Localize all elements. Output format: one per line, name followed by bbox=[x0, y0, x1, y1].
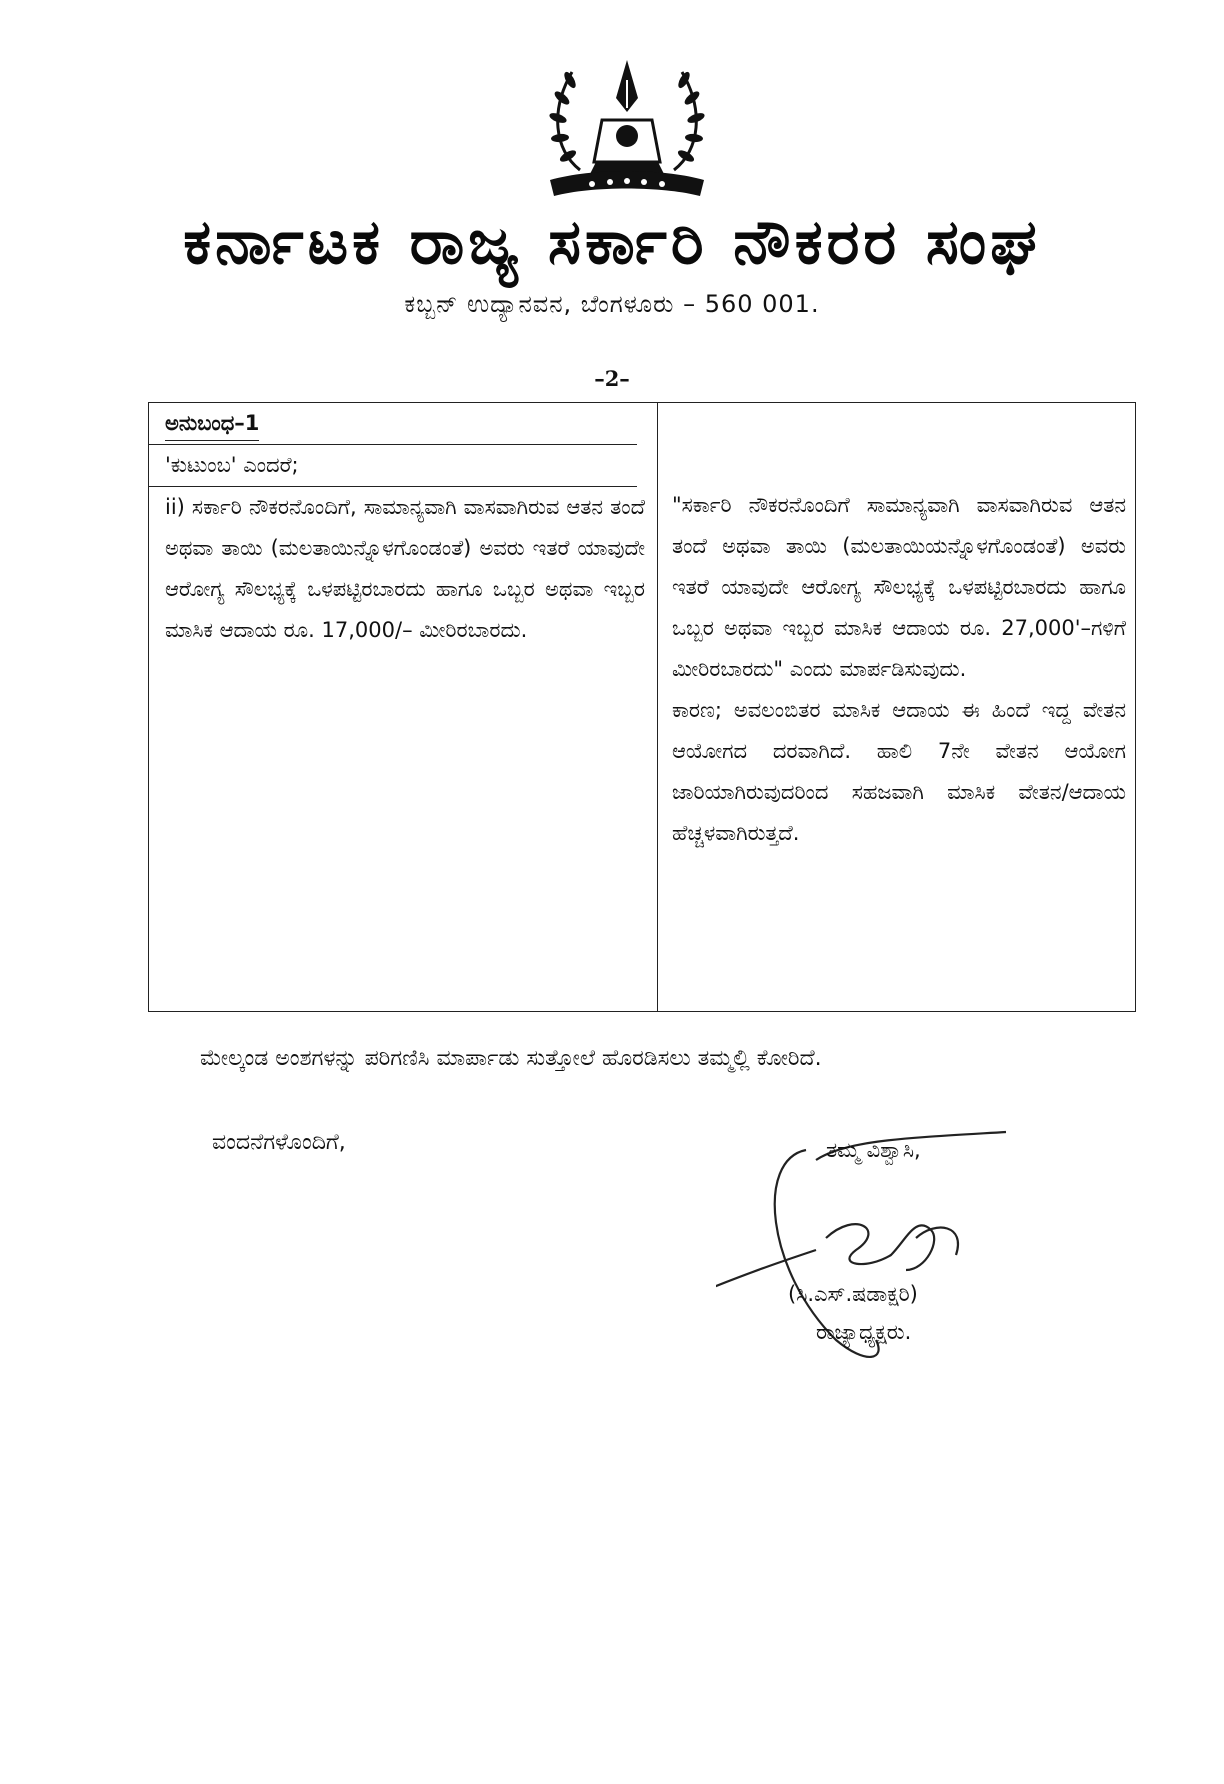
organization-name: ಕರ್ನಾಟಕ ರಾಜ್ಯ ಸರ್ಕಾರಿ ನೌಕರರ ಸಂಘ bbox=[183, 205, 1041, 278]
signatory-name: (ಸಿ.ಎಸ್.ಷಡಾಕ್ಷರಿ) bbox=[788, 1282, 918, 1306]
annexure-table bbox=[148, 402, 1136, 1012]
signature-closing: ತಮ್ಮ ವಿಶ್ವಾಸಿ, bbox=[826, 1138, 921, 1162]
signatory-designation: ರಾಜ್ಯಾಧ್ಯಕ್ಷರು. bbox=[816, 1320, 912, 1344]
organization-address: ಕಬ್ಬನ್ ಉದ್ಯಾನವನ, ಬೆಂಗಳೂರು – 560 001. bbox=[404, 290, 820, 318]
page-number: –2– bbox=[594, 366, 630, 391]
current-provision-cell bbox=[149, 403, 657, 651]
proposed-amendment-text: "ಸರ್ಕಾರಿ ನೌಕರನೊಂದಿಗೆ ಸಾಮಾನ್ಯವಾಗಿ ವಾಸವಾಗಿರುವ ಆತನ ತಂದೆ ಅಥವಾ ತಾಯಿ (ಮಲತಾಯಿಯನ್ನೊಳಗೊಂಡಂತೆ) ಅವರು ಇತರೆ ಯಾವುದೇ ಆರೋಗ್ಯ ಸೌಲಭ್ಯಕ್ಕೆ ಒಳಪಟ್ಟಿರಬಾರದು ಹಾಗೂ ಒಬ್ಬರ ಅಥವಾ ಇಬ್ಬರ ಮಾಸಿಕ ಆದಾಯ ರೂ. 27,000'–ಗಳಿಗೆ ಮೀರಿರಬಾರದು" ಎಂದು ಮಾರ್ಪಡಿಸುವುದು. bbox=[672, 493, 1126, 681]
closing-request: ಮೇಲ್ಕಂಡ ಅಂಶಗಳನ್ನು ಪರಿಗಣಿಸಿ ಮಾರ್ಪಾಡು ಸುತ್ತೋಲೆ ಹೊರಡಿಸಲು ತಮ್ಮಲ್ಲಿ ಕೋರಿದೆ. bbox=[200, 1046, 822, 1071]
proposed-amendment-cell bbox=[658, 485, 1134, 854]
union-emblem-icon bbox=[532, 50, 722, 205]
salutation: ವಂದನೆಗಳೊಂದಿಗೆ, bbox=[212, 1130, 346, 1155]
signature-block bbox=[716, 1120, 1036, 1380]
reason-text: ಕಾರಣ; ಅವಲಂಬಿತರ ಮಾಸಿಕ ಆದಾಯ ಈ ಹಿಂದೆ ಇದ್ದ ವೇತನ ಆಯೋಗದ ದರವಾಗಿದೆ. ಹಾಲಿ 7ನೇ ವೇತನ ಆಯೋಗ ಜಾರಿಯಾಗಿರುವುದರಿಂದ ಸಹಜವಾಗಿ ಮಾಸಿಕ ವೇತನ/ಆದಾಯ ಹೆಚ್ಚಳವಾಗಿರುತ್ತದೆ. bbox=[672, 698, 1126, 845]
current-provision-text: ii) ಸರ್ಕಾರಿ ನೌಕರನೊಂದಿಗೆ, ಸಾಮಾನ್ಯವಾಗಿ ವಾಸವಾಗಿರುವ ಆತನ ತಂದೆ ಅಥವಾ ತಾಯಿ (ಮಲತಾಯಿನ್ನೊಳಗೊಂಡಂತೆ) ಅವರು ಇತರೆ ಯಾವುದೇ ಆರೋಗ್ಯ ಸೌಲಭ್ಯಕ್ಕೆ ಒಳಪಟ್ಟಿರಬಾರದು ಹಾಗೂ ಒಬ್ಬರ ಅಥವಾ ಇಬ್ಬರ ಮಾಸಿಕ ಆದಾಯ ರೂ. 17,000/– ಮೀರಿರಬಾರದು. bbox=[165, 495, 645, 642]
definition-label: 'ಕುಟುಂಬ' ಎಂದರೆ; bbox=[165, 453, 299, 477]
annexure-heading: ಅನುಬಂಧ–1 bbox=[165, 406, 259, 441]
